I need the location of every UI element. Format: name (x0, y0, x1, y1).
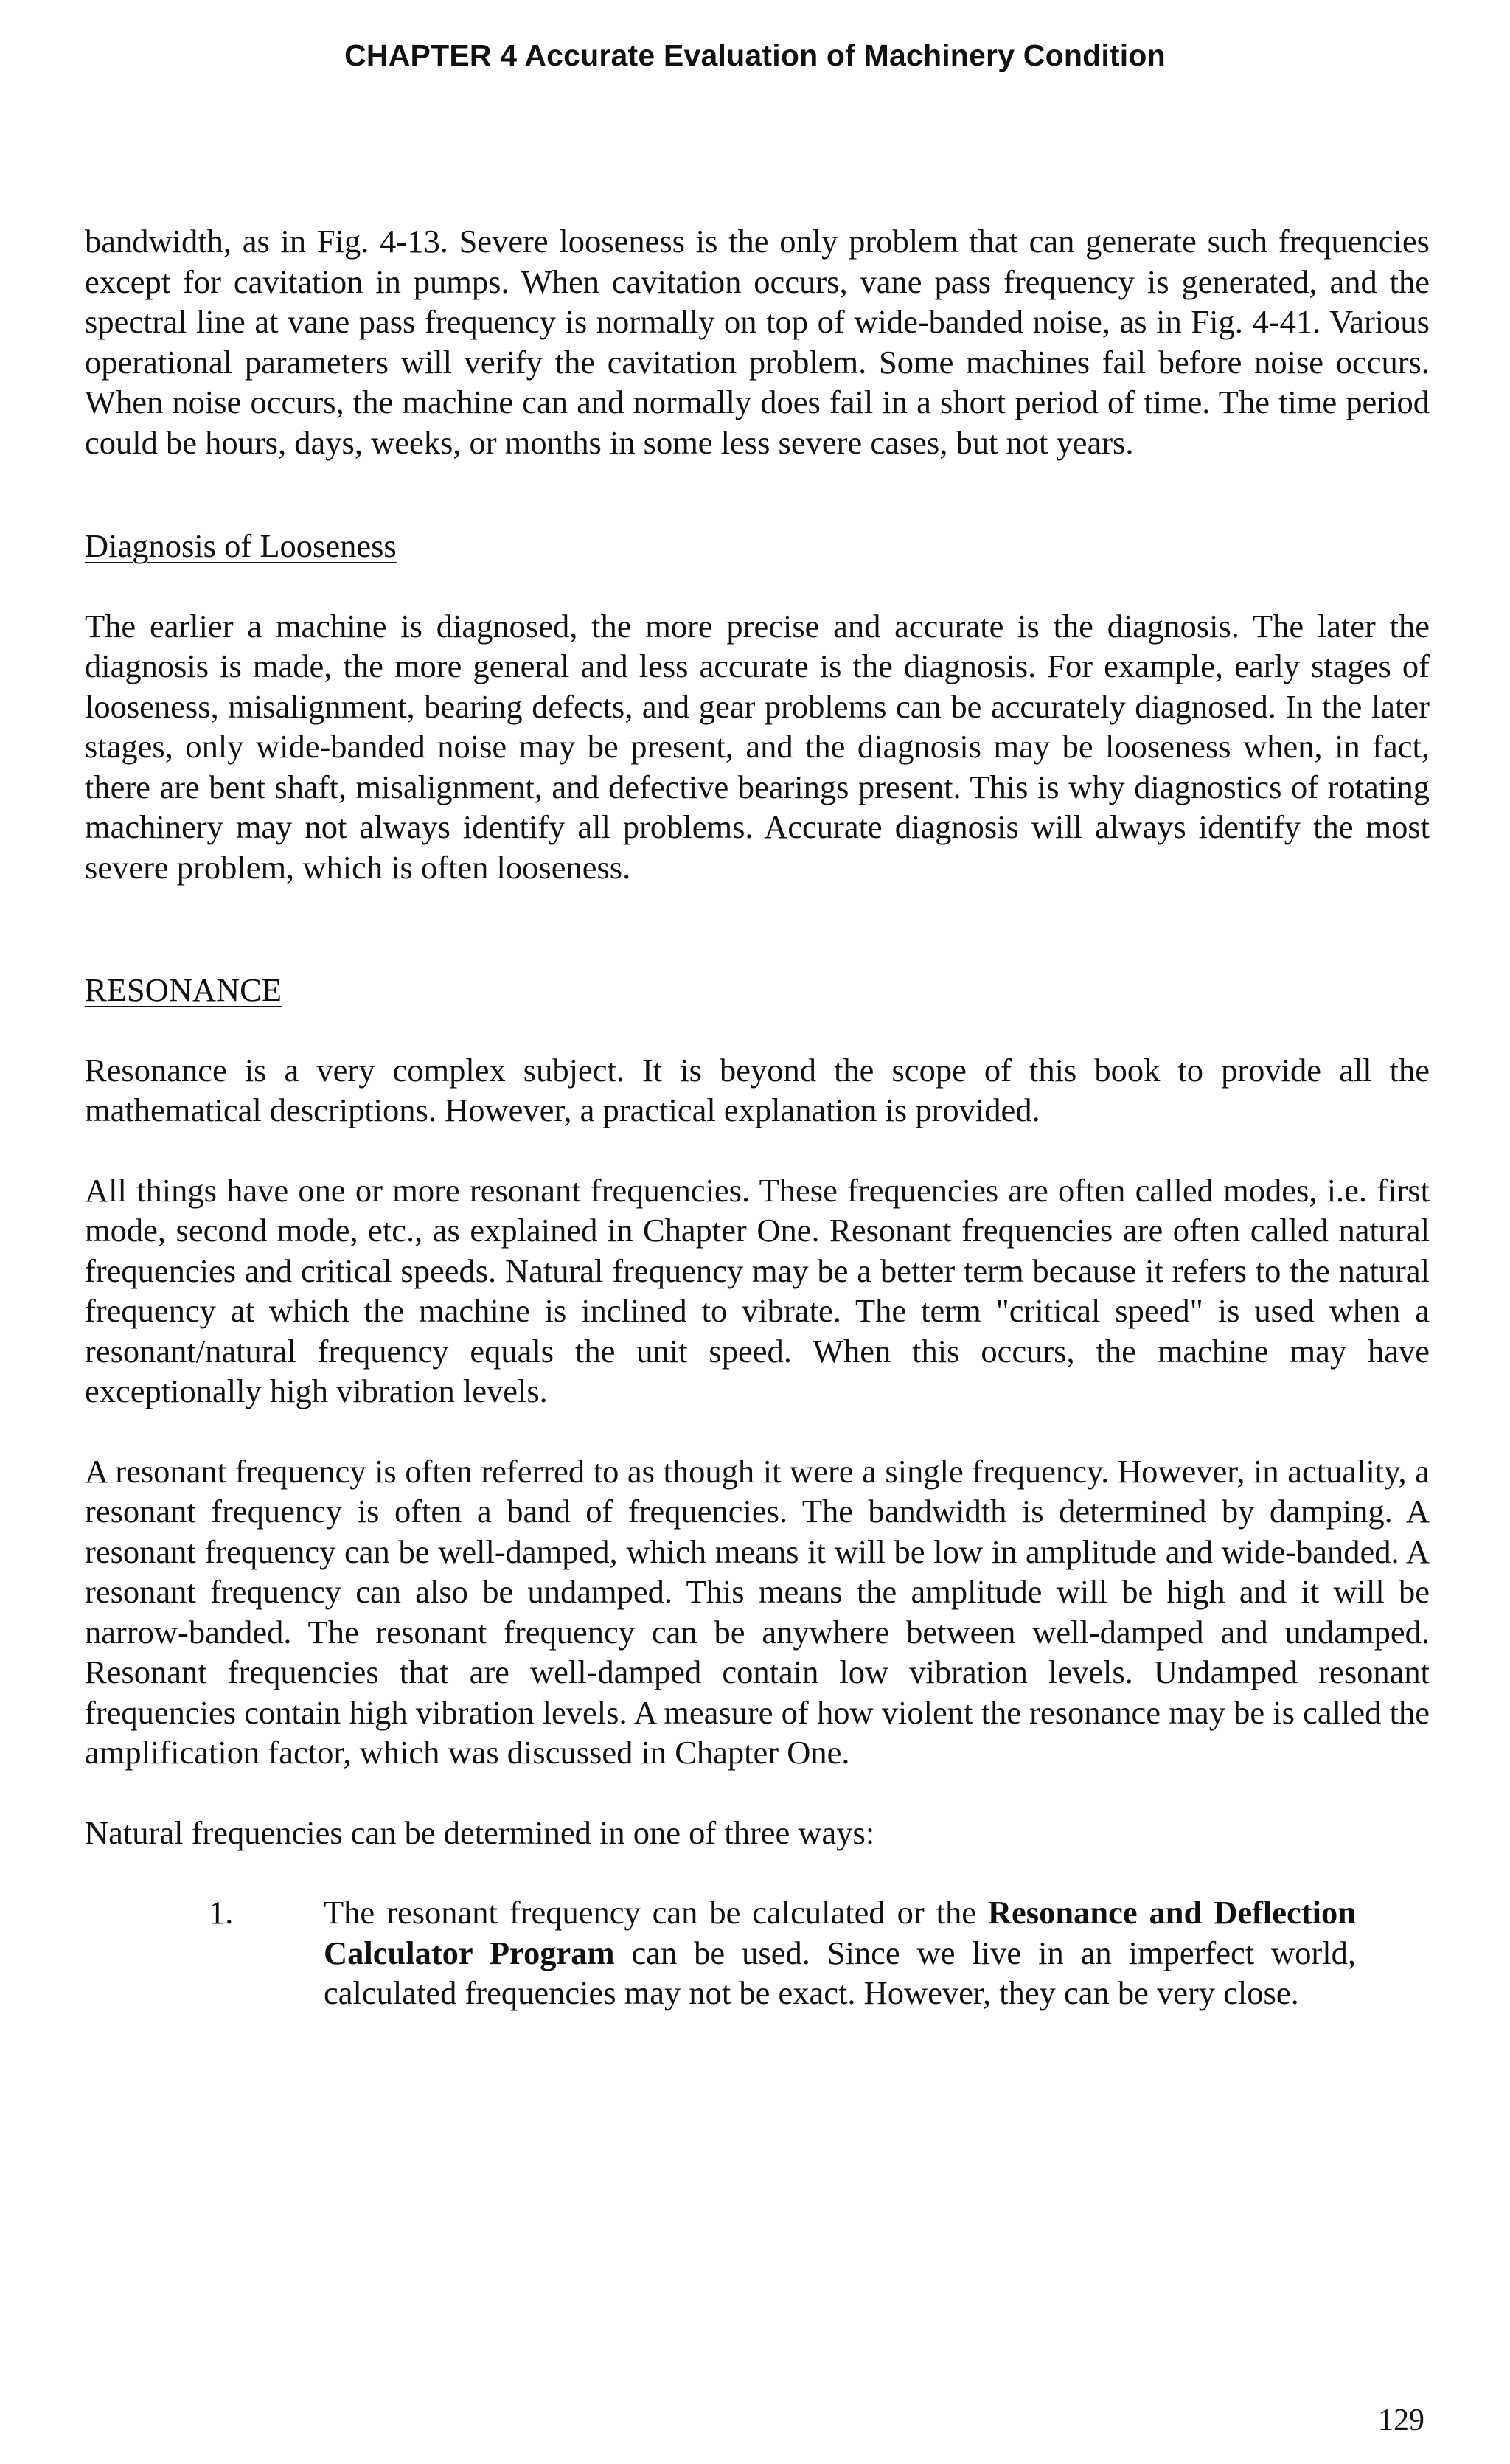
section-heading-resonance: RESONANCE (85, 971, 282, 1008)
paragraph-resonance-3: A resonant frequency is often referred to as though it were a single frequency. However, in actuality, a resonant frequency is often a band of frequencies. The bandwidth is determined by damping. A resonant frequency can be well-damped, which means it will be low in amplitude and wide-banded. A resonant frequency can also be undamped. This means the amplitude will be high and it will be narrow-banded. The resonant frequency can be anywhere between well-damped and undamped. Resonant frequencies that are well-damped contain low vibration levels. Undamped resonant frequencies contain high vibration levels. A measure of how violent the resonance may be is called the amplification factor, which was discussed in Chapter One. (85, 1452, 1430, 1771)
list-item-number: 1. (209, 1894, 234, 1931)
list-item-text-end: can be used. Since we live in an imperfect world, calculated frequencies may not be exact. However, they can be very close. (324, 1934, 1356, 2011)
page-body (85, 221, 1430, 2013)
list-item-text (324, 1892, 1356, 2013)
list-item-text-start: The resonant frequency can be calculated or the (324, 1894, 988, 1931)
program-name: Resonance and Deflection Calculator Program (324, 1894, 1356, 1971)
paragraph-diagnosis: The earlier a machine is diagnosed, the more precise and accurate is the diagnosis. The later the diagnosis is made, the more general and less accurate is the diagnosis. For example, early stages of looseness, misalignment, bearing defects, and gear problems can be accurately diagnosed. In the later stages, only wide-banded noise may be present, and the diagnosis may be looseness when, in fact, there are bent shaft, misalignment, and defective bearings present. This is why diagnostics of rotating machinery may not always identify all problems. Accurate diagnosis will always identify the most severe problem, which is often looseness. (85, 607, 1430, 886)
chapter-header: CHAPTER 4 Accurate Evaluation of Machinery Condition (344, 38, 1166, 72)
section-heading-diagnosis: Diagnosis of Looseness (85, 527, 397, 564)
paragraph-resonance-1: Resonance is a very complex subject. It is beyond the scope of this book to provide all the mathematical descriptions. However, a practical explanation is provided. (85, 1051, 1430, 1128)
paragraph-resonance-4: Natural frequencies can be determined in one of three ways: (85, 1814, 875, 1851)
paragraph-intro: bandwidth, as in Fig. 4-13. Severe looseness is the only problem that can generate such frequencies except for cavitation in pumps. When cavitation occurs, vane pass frequency is generated, and the spectral line at vane pass frequency is normally on top of wide-banded noise, as in Fig. 4-41. Various operational parameters will verify the cavitation problem. Some machines fail before noise occurs. When noise occurs, the machine can and normally does fail in a short period of time. The time period could be hours, days, weeks, or months in some less severe cases, but not years. (85, 223, 1430, 461)
paragraph-resonance-2: All things have one or more resonant frequencies. These frequencies are often called modes, i.e. first mode, second mode, etc., as explained in Chapter One. Resonant frequencies are often called natural frequencies and critical speeds. Natural frequency may be a better term because it refers to the natural frequency at which the machine is inclined to vibrate. The term "critical speed" is used when a resonant/natural frequency equals the unit speed. When this occurs, the machine may have exceptionally high vibration levels. (85, 1171, 1430, 1409)
list-item (85, 1892, 1430, 2013)
page-number: 129 (1378, 2404, 1424, 2437)
